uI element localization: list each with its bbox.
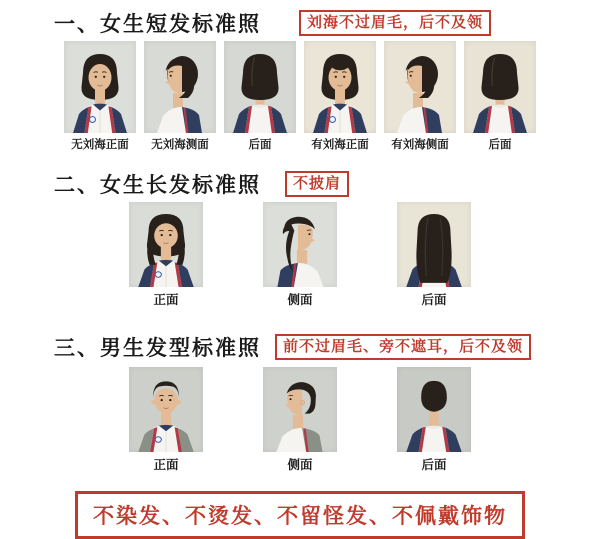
student-photo <box>263 202 337 308</box>
section-header <box>0 8 600 38</box>
student-photo <box>64 41 136 152</box>
photo-row <box>0 202 600 308</box>
student-photo <box>304 41 376 152</box>
photo-caption: 无刘海测面 <box>151 139 209 151</box>
section-header <box>0 332 600 362</box>
student-photo-image <box>384 41 456 133</box>
section-heading: 二、女生长发标准照 <box>54 173 261 197</box>
student-photo-image <box>224 41 296 133</box>
student-photo-image <box>144 41 216 133</box>
section-girls-short-hair <box>0 8 600 152</box>
bottom-rule-banner: 不染发、不烫发、不留怪发、不佩戴饰物 <box>75 491 525 539</box>
student-photo <box>129 202 203 308</box>
student-photo-image <box>263 367 337 452</box>
rule-note-badge: 刘海不过眉毛，后不及领 <box>299 10 491 37</box>
section-boys-hair <box>0 332 600 473</box>
student-photo-image <box>464 41 536 133</box>
rule-note-badge: 前不过眉毛、旁不遮耳，后不及领 <box>275 334 531 361</box>
student-photo-image <box>397 367 471 452</box>
photo-row <box>0 367 600 473</box>
photo-caption: 后面 <box>488 139 512 151</box>
student-photo <box>263 367 337 473</box>
rule-note-badge: 不披肩 <box>285 171 349 198</box>
photo-caption: 后面 <box>421 458 447 472</box>
footer <box>0 491 600 539</box>
student-photo <box>224 41 296 152</box>
photo-caption: 后面 <box>421 293 447 307</box>
photo-caption: 正面 <box>153 458 179 472</box>
photo-caption: 无刘海正面 <box>71 139 129 151</box>
student-photo <box>464 41 536 152</box>
photo-row <box>0 41 600 152</box>
section-girls-long-hair <box>0 169 600 308</box>
photo-caption: 有刘海侧面 <box>391 139 449 151</box>
student-photo-image <box>129 367 203 452</box>
section-heading: 一、女生短发标准照 <box>54 12 261 36</box>
section-header <box>0 169 600 199</box>
student-photo <box>397 367 471 473</box>
photo-caption: 侧面 <box>287 293 313 307</box>
student-photo-image <box>304 41 376 133</box>
photo-caption: 后面 <box>248 139 272 151</box>
student-photo-image <box>263 202 337 287</box>
student-photo <box>384 41 456 152</box>
student-photo <box>397 202 471 308</box>
student-photo-image <box>129 202 203 287</box>
student-photo <box>129 367 203 473</box>
photo-caption: 正面 <box>153 293 179 307</box>
student-photo <box>144 41 216 152</box>
photo-caption: 有刘海正面 <box>311 139 369 151</box>
student-photo-image <box>64 41 136 133</box>
photo-caption: 侧面 <box>287 458 313 472</box>
student-photo-image <box>397 202 471 287</box>
section-heading: 三、男生发型标准照 <box>54 336 261 360</box>
